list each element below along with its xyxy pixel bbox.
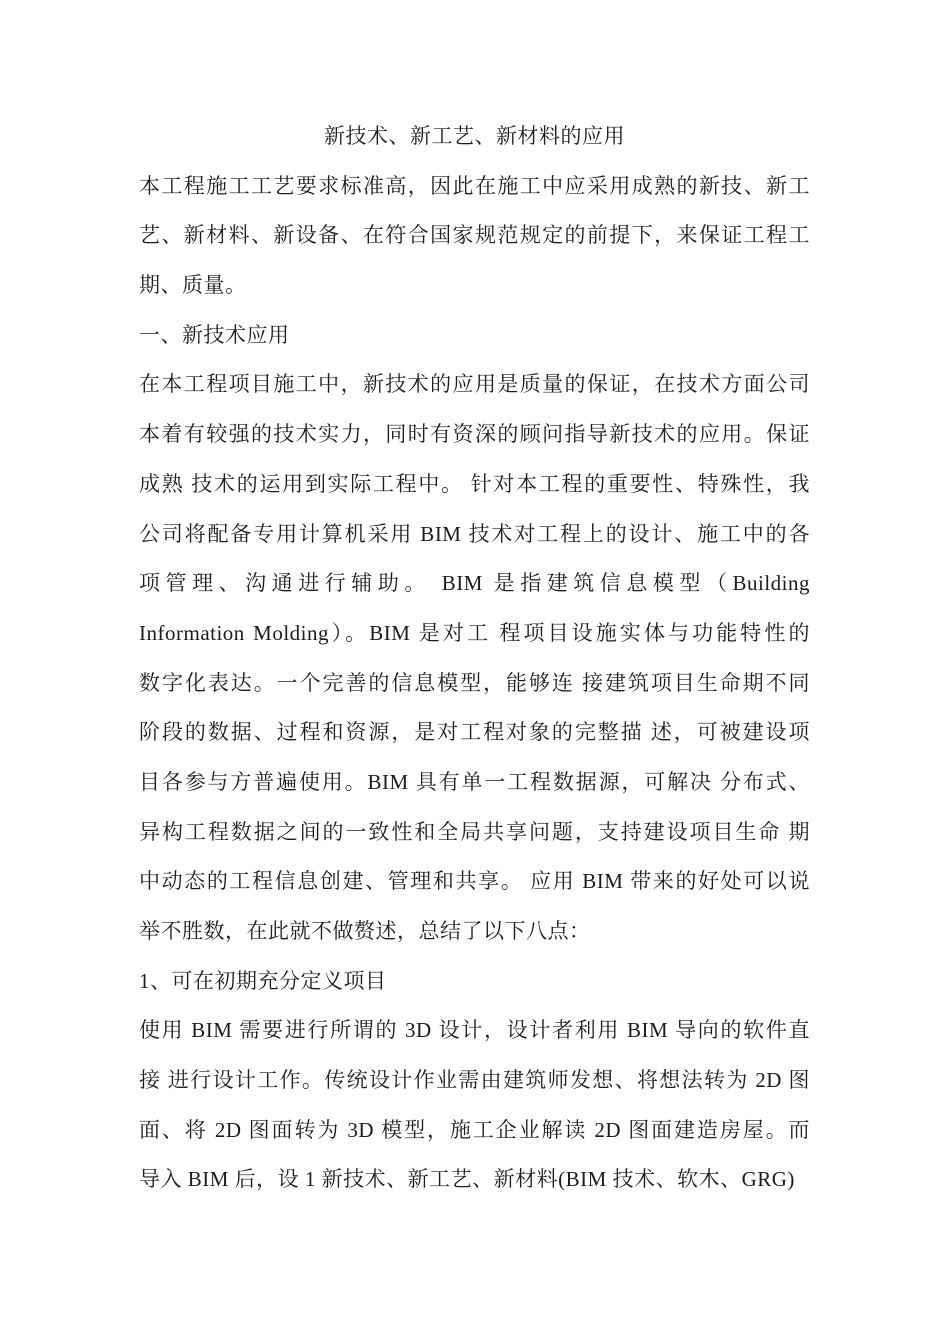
paragraph-line: 异构工程数据之间的一致性和全局共享问题，支持建设项目生命 期 — [139, 819, 810, 844]
paragraph-line: 中动态的工程信息创建、管理和共享。 应用 BIM 带来的好处可以说 — [139, 869, 810, 894]
paragraph-line: Information Molding）。BIM 是对工 程项目设施实体与功能特性的 — [139, 620, 810, 645]
paragraph-line: 在本工程项目施工中，新技术的应用是质量的保证，在技术方面公司 — [139, 372, 810, 397]
paragraph-line: 项管理、沟通进行辅助。 BIM 是指建筑信息模型（Building — [139, 571, 810, 596]
paragraph-line: 接 进行设计工作。传统设计作业需由建筑师发想、将想法转为 2D 图 — [139, 1068, 810, 1093]
paragraph-line: 艺、新材料、新设备、在符合国家规范规定的前提下，来保证工程工 — [139, 223, 810, 248]
text-column — [139, 112, 810, 1205]
paragraph-line: 阶段的数据、过程和资源，是对工程对象的完整描 述，可被建设项 — [139, 720, 810, 745]
paragraph-line: 举不胜数，在此就不做赘述，总结了以下八点： — [139, 919, 591, 943]
paragraph-line: 期、质量。 — [139, 273, 247, 298]
paragraph-line: 本工程施工工艺要求标准高，因此在施工中应采用成熟的新技、新工 — [139, 173, 810, 198]
paragraph-line: 使用 BIM 需要进行所谓的 3D 设计，设计者利用 BIM 导向的软件直 — [139, 1018, 810, 1043]
section-heading-1: 一、新技术应用 — [139, 322, 290, 347]
paragraph-line: 目各参与方普遍使用。BIM 具有单一工程数据源，可解决 分布式、 — [139, 769, 810, 794]
paragraph-line: 面、将 2D 图面转为 3D 模型，施工企业解读 2D 图面建造房屋。而 — [139, 1117, 810, 1142]
document-title: 新技术、新工艺、新材料的应用 — [324, 124, 625, 148]
paragraph-line: 本着有较强的技术实力，同时有资深的顾问指导新技术的应用。保证 — [139, 422, 810, 447]
paragraph-line: 导入 BIM 后，设 1 新技术、新工艺、新材料(BIM 技术、软木、GRG) — [139, 1167, 795, 1192]
list-item-heading-1: 1、可在初期充分定义项目 — [139, 968, 387, 993]
paragraph-line: 公司将配备专用计算机采用 BIM 技术对工程上的设计、施工中的各 — [139, 521, 810, 546]
paragraph-line: 数字化表达。一个完善的信息模型，能够连 接建筑项目生命期不同 — [139, 670, 810, 695]
paragraph-line: 成熟 技术的运用到实际工程中。 针对本工程的重要性、特殊性，我 — [139, 471, 810, 496]
